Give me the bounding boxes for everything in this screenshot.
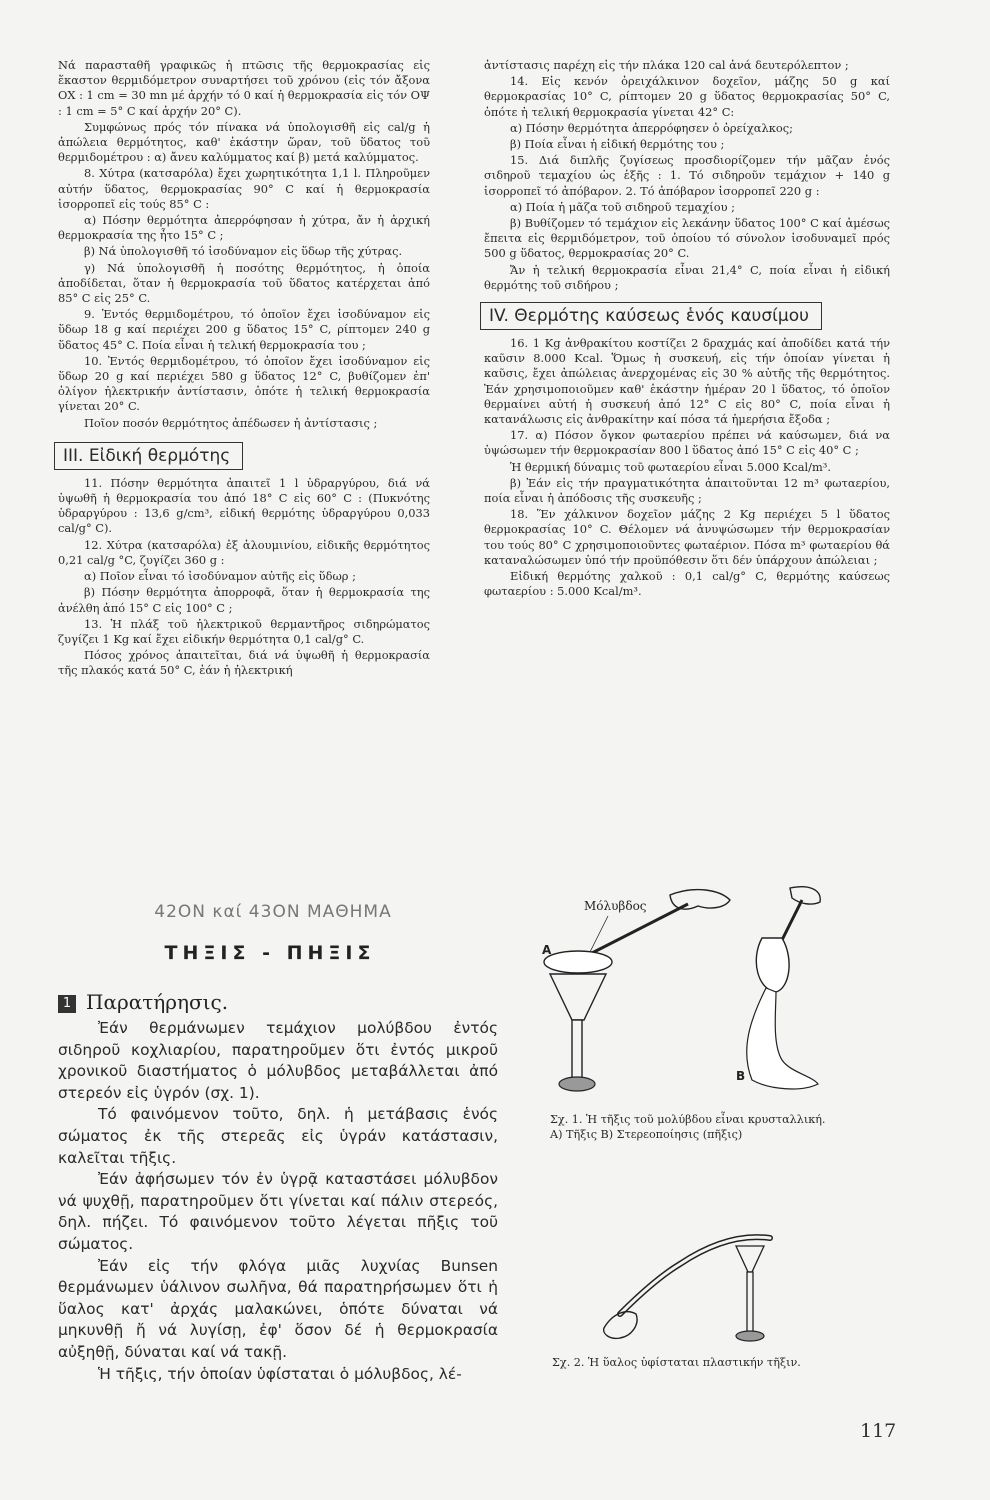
paragraph: β) Ποία εἶναι ἡ εἰδική θερμότης του ;	[510, 137, 725, 152]
observation-heading	[58, 990, 228, 1014]
burner-base	[736, 1331, 764, 1341]
spoon-bowl	[544, 951, 612, 973]
spoon-bowl	[756, 938, 789, 992]
left-column	[58, 58, 430, 680]
lead-label: Μόλυβδος	[584, 899, 647, 913]
right-column	[484, 58, 890, 601]
paragraph: 10. Ἐντός θερμιδομέτρου, τό ὁποῖον ἔχει ἰσοδύναμον εἰς ὕδωρ 20 g καί περιέχει 580 g ὕδατος 12° C, βυθίζομεν ἐπ' ὀλίγον ἠλεκτρικήν ἀντίστασιν, ὁπότε ἡ τελική θερμοκρασία γίνεται 20° C.	[58, 353, 430, 414]
paragraph: Ἐάν ἀφήσωμεν τόν ἐν ὑγρᾷ καταστάσει μόλυβδον νά ψυχθῇ, παρατηροῦμεν ὅτι γίνεται καί πάλιν στερεός, δηλ. πήζει. Τό φαινόμενον τοῦτο λέγεται πῆξις τοῦ σώματος.	[58, 1170, 498, 1253]
paragraph: Ποῖον ποσόν θερμότητος ἀπέδωσεν ἡ ἀντίστασις ;	[84, 415, 378, 430]
paragraph: 14. Εἰς κενόν ὀρειχάλκινον δοχεῖον, μάζης 50 g καί θερμοκρασίας 10° C, ρίπτομεν 20 g ὕδατος θερμοκρασίας 50° C, ὁπότε ἡ τελική θερμοκρασία γίνεται 42° C:	[484, 74, 890, 119]
paragraph: β) Νά ὑπολογισθῆ τό ἰσοδύναμον εἰς ὕδωρ τῆς χύτρας.	[84, 244, 403, 259]
figure-lead-melting	[520, 880, 920, 1112]
figure1-caption-line2: Α) Τῆξις Β) Στερεοποίησις (πῆξις)	[550, 1128, 743, 1141]
paragraph: 9. Ἐντός θερμιδομέτρου, τό ὁποῖον ἔχει ἰσοδύναμον εἰς ὕδωρ 18 g καί περιέχει 200 g ὕδατος 15° C, ρίπτομεν 240 g ὕδατος 45° C. Ποία εἶναι ἡ τελική θερμοκρασία του ;	[58, 307, 430, 352]
bunsen-burner-icon	[747, 1272, 753, 1332]
paragraph: ἀντίστασις παρέχη εἰς τήν πλάκα 120 cal ἀνά δευτερόλεπτον ;	[484, 58, 849, 72]
paragraph: 15. Διά διπλῆς ζυγίσεως προσδιορίζομεν τήν μᾶζαν ἑνός σιδηροῦ τεμαχίου ὡς ἑξῆς : 1. Τό σιδηροῦν τεμάχιον + 140 g ἰσορροπεῖ τό ἀπόβαρον. 2. Τό ἀπόβαρον ἰσορροπεῖ 220 g :	[484, 153, 890, 198]
paragraph: α) Ποία ἡ μᾶζα τοῦ σιδηροῦ τεμαχίου ;	[510, 199, 735, 214]
paragraph: 13. Ἡ πλάξ τοῦ ἠλεκτρικοῦ θερμαντῆρος σιδηρώματος ζυγίζει 1 Kg καί ἔχει εἰδικήν θερμότητα 0,1 cal/g° C.	[58, 616, 430, 646]
tube-stand	[572, 1020, 582, 1080]
observation-body	[58, 1018, 498, 1385]
funnel-icon	[736, 1246, 764, 1272]
paragraph: 16. 1 Kg ἀνθρακίτου κοστίζει 2 δραχμάς καί ἀποδίδει κατά τήν καῦσιν 8.000 Kcal. Ὅμως ἡ συσκευή, εἰς τήν ὁποίαν γίνεται ἡ καῦσις, ἔχει ἀπώλειας ἀνερχομένας εἰς 30 % αὐτῆς τῆς θερμότητος. Ἐάν χρησιμοποιοῦμεν καθ' ἑκάστην ἡμέραν 20 l ὕδατος, τό ὁποῖον θερμαίνει αὐτή ἡ συσκευή ἀπό 12° C εἰς 80° C, ποία εἶναι ἡ κατανάλωσις εἰς ἀνθρακίτην καί πόσα τά ἡμερήσια ἔξοδα ;	[484, 336, 890, 427]
funnel-icon	[550, 974, 606, 1020]
paragraph: Νά παρασταθῆ γραφικῶς ἡ πτῶσις τῆς θερμοκρασίας εἰς ἕκαστον θερμιδόμετρον συναρτήσει τοῦ χρόνου (εἰς τόν ἄξονα ΟΧ : 1 cm = 30 mn μέ ἀρχήν τό 0 καί ἡ θερμοκρασία εἰς τόν ΟΨ : 1 cm = 5° C καί ἀρχήν 20° C).	[58, 58, 430, 118]
paragraph: Συμφώνως πρός τόν πίνακα νά ὑπολογισθῆ εἰς cal/g ἡ ἀπώλεια θερμότητος, καθ' ἑκάστην ὥραν, τοῦ ὕδατος τοῦ θερμιδομέτρου : α) ἄνευ καλύμματος καί β) μετά καλύμματος.	[58, 119, 430, 165]
figure-glass-bending	[600, 1224, 840, 1354]
label-b: B	[736, 1069, 746, 1083]
observation-number-badge: 1	[58, 995, 76, 1013]
paragraph: 8. Χύτρα (κατσαρόλα) ἔχει χωρητικότητα 1,1 l. Πληροῦμεν αὐτήν ὕδατος, θερμοκρασίας 90° C καί ἡ θερμοκρασία ἰσορροπεῖ εἰς τούς 85° C :	[58, 166, 430, 211]
paragraph: Ἄν ἡ τελική θερμοκρασία εἶναι 21,4° C, ποία εἶναι ἡ εἰδική θερμότης τοῦ σιδήρου ;	[484, 262, 890, 292]
paragraph: 18. Ἕν χάλκινον δοχεῖον μάζης 2 Kg περιέχει 5 l ὕδατος θερμοκρασίας 10° C. Θέλομεν νά ἀνυψώσωμεν τήν θερμοκρασίαν του τούς 80° C χρησιμοποιοῦντες φωταέριον. Πόσα m³ φωταερίου θά καταναλώσωμεν ὑπό τήν προϋπόθεσιν ὅτι δέν ὑπάρχουν ἀπώλειαι ;	[484, 507, 890, 567]
figure1-caption-line1: Σχ. 1. Ἡ τῆξις τοῦ μολύβδου εἶναι κρυσταλλική.	[550, 1113, 826, 1126]
paragraph: β) Βυθίζομεν τό τεμάχιον εἰς λεκάνην ὕδατος 100° C καί ἀμέσως ἔπειτα εἰς θερμιδόμετρον, τοῦ ὁποίου τό σύνολον ἰσοδυναμεῖ πρός 500 g ὕδατος, θερμοκρασίας 20° C.	[484, 216, 890, 261]
hand-icon	[790, 887, 820, 904]
paragraph: α) Πόσην θερμότητα ἀπερρόφησαν ἡ χύτρα, ἄν ἡ ἀρχική θερμοκρασία της ἦτο 15° C ;	[58, 213, 430, 243]
paragraph: Πόσος χρόνος ἀπαιτεῖται, διά νά ὑψωθῆ ἡ θερμοκρασία τῆς πλακός κατά 50° C, ἐάν ἡ ἠλεκτρική	[58, 648, 430, 678]
paragraph: Ἐάν εἰς τήν φλόγα μιᾶς λυχνίας Bunsen θερμάνωμεν ὑάλινον σωλῆνα, θά παρατηρήσωμεν ὅτι ἡ ὕαλος κατ' ἀρχάς μαλακώνει, ὁπότε δύναται νά μηκυνθῇ ἤ νά λυγίσῃ, ἐφ' ὅσον δέ ἡ θερμοκρασία αὐξηθῇ, δύναται καί νά τακῇ.	[58, 1256, 498, 1361]
hand-icon	[670, 890, 730, 910]
paragraph: γ) Νά ὑπολογισθῆ ἡ ποσότης θερμότητος, ἡ ὁποία ἀποδίδεται, ὅταν ἡ θερμοκρασία τοῦ ὕδατος κατέρχεται ἀπό 85° C εἰς 25° C.	[58, 260, 430, 306]
page-number: 117	[860, 1420, 897, 1442]
paragraph: Ἡ τῆξις, τήν ὁποίαν ὑφίσταται ὁ μόλυβδος, λέ-	[98, 1364, 462, 1383]
section-heading-combustion-heat: IV. Θερμότης καύσεως ἑνός καυσίμου	[480, 302, 822, 330]
paragraph: Τό φαινόμενον τοῦτο, δηλ. ἡ μετάβασις ἑνός σώματος ἐκ τῆς στερεᾶς εἰς ὑγράν κατάστασιν, καλεῖται τῆξις.	[58, 1105, 498, 1167]
paragraph: β) Πόσην θερμότητα ἀπορροφᾶ, ὅταν ἡ θερμοκρασία της ἀνέλθη ἀπό 15° C εἰς 100° C ;	[58, 585, 430, 615]
paragraph: Ἡ θερμική δύναμις τοῦ φωταερίου εἶναι 5.000 Kcal/m³.	[510, 459, 831, 474]
lesson-heading: 42ΟΝ καί 43ΟΝ ΜΑΘΗΜΑ	[154, 902, 392, 922]
label-a: A	[542, 943, 552, 957]
stand-base	[559, 1077, 595, 1091]
paragraph: Εἰδική θερμότης χαλκοῦ : 0,1 cal/g° C, θερμότης καύσεως φωταερίου : 5.000 Kcal/m³.	[484, 569, 890, 599]
paragraph: 12. Χύτρα (κατσαρόλα) ἐξ ἀλουμινίου, εἰδικῆς θερμότητος 0,21 cal/g °C, ζυγίζει 360 g :	[58, 537, 430, 567]
paragraph: 11. Πόσην θερμότητα ἀπαιτεῖ 1 l ὑδραργύρου, διά νά ὑψωθῆ ἡ θερμοκρασία του ἀπό 18° C εἰς 60° C : (Πυκνότης ὑδραργύρου : 13,6 g/cm³, εἰδική θερμότης ὑδραργύρου 0,033 cal/g° C).	[58, 475, 430, 536]
paragraph: Ἐάν θερμάνωμεν τεμάχιον μολύβδου ἐντός σιδηροῦ κοχλιαρίου, παρατηροῦμεν ὅτι ἐντός μικροῦ χρονικοῦ διαστήματος ὁ μόλυβδος μεταβάλλεται ἀπό στερεόν εἰς ὑγρόν (σχ. 1).	[58, 1019, 498, 1102]
spoon-handle	[782, 900, 802, 940]
molten-lead-stream	[747, 988, 818, 1089]
paragraph: β) Ἐάν εἰς τήν πραγματικότητα ἀπαιτοῦνται 12 m³ φωταερίου, ποία εἶναι ἡ ἀπόδοσις τῆς συσκευῆς ;	[484, 475, 890, 506]
paragraph: α) Ποῖον εἶναι τό ἰσοδύναμον αὐτῆς εἰς ὕδωρ ;	[84, 569, 356, 584]
observation-title: Παρατήρησις.	[86, 990, 229, 1014]
figure1-caption	[550, 1112, 895, 1142]
section-heading-specific-heat: III. Εἰδική θερμότης	[54, 442, 243, 470]
paragraph: α) Πόσην θερμότητα ἀπερρόφησεν ὁ ὀρείχαλκος;	[510, 120, 793, 135]
figure2-caption: Σχ. 2. Ἡ ὕαλος ὑφίσταται πλαστικήν τῆξιν.	[552, 1356, 801, 1369]
topic-title: ΤΗΞΙΣ - ΠΗΞΙΣ	[164, 942, 376, 964]
paragraph: 17. α) Πόσον ὄγκον φωταερίου πρέπει νά καύσωμεν, διά να ὑψώσωμεν τήν θερμοκρασίαν 800 l ὕδατος ἀπό 15° C εἰς 40° C ;	[484, 428, 890, 458]
